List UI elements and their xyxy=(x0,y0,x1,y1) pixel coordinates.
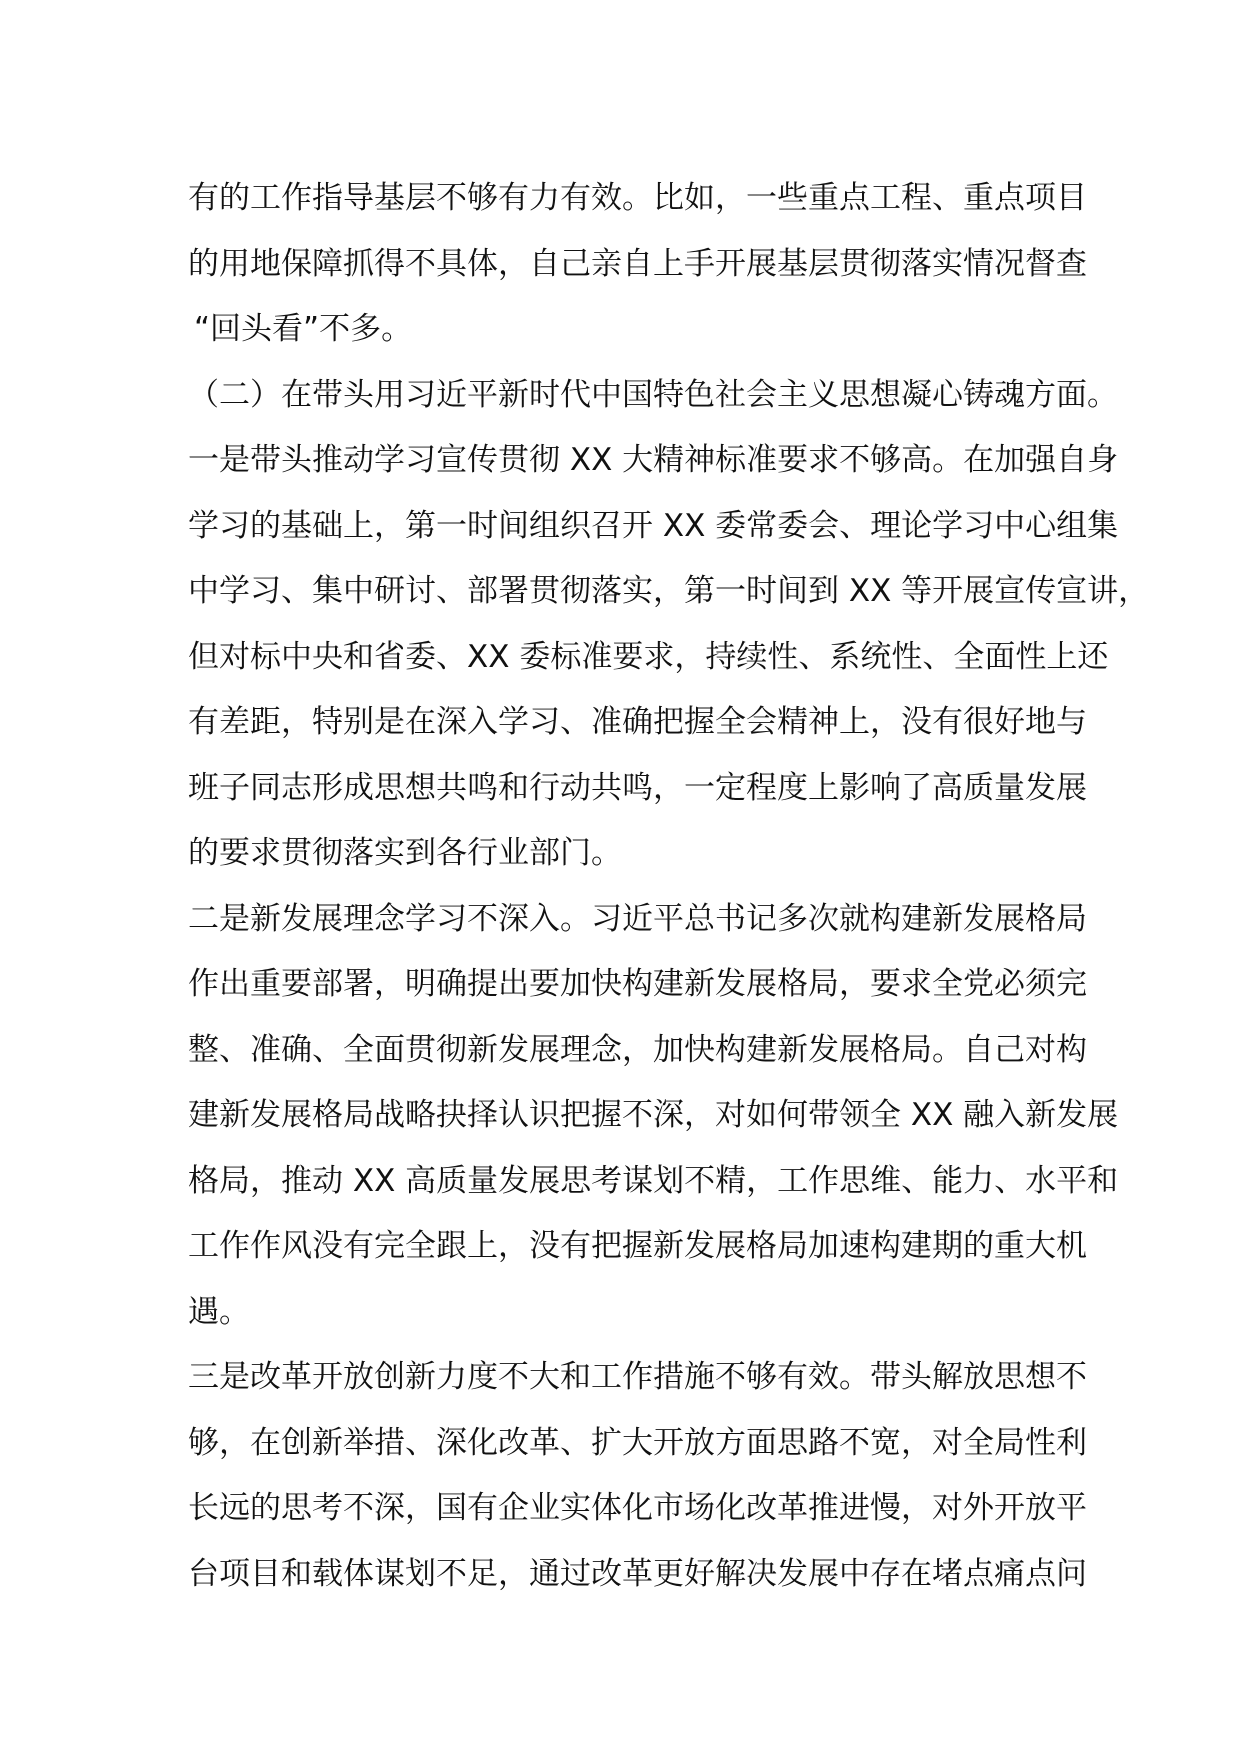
text-line-2: 的用地保障抓得不具体，自己亲自上手开展基层贯彻落实情况督查 xyxy=(188,245,1087,282)
text-line-21: 长远的思考不深，国有企业实体化市场化改革推进慢，对外开放平 xyxy=(188,1490,1087,1526)
text-line-19: 三是改革开放创新力度不大和工作措施不够有效。带头解放思想不 xyxy=(188,1359,1087,1395)
text-line-1: 有的工作指导基层不够有力有效。比如，一些重点工程、重点项目 xyxy=(188,180,1087,216)
document-body xyxy=(188,166,1150,1607)
text-line-14: 整、准确、全面贯彻新发展理念，加快构建新发展格局。自己对构 xyxy=(188,1031,1087,1068)
text-line-10: 班子同志形成思想共鸣和行动共鸣，一定程度上影响了高质量发展 xyxy=(188,769,1087,806)
text-line-8: 但对标中央和省委、XX 委标准要求，持续性、系统性、全面性上还 xyxy=(188,638,1109,675)
text-line-6: 学习的基础上，第一时间组织召开 XX 委常委会、理论学习中心组集 xyxy=(188,507,1119,544)
text-line-18: 遇。 xyxy=(188,1293,250,1330)
text-line-3: “回头看”不多。 xyxy=(194,311,413,347)
text-line-22: 台项目和载体谋划不足，通过改革更好解决发展中存在堵点痛点问 xyxy=(188,1555,1087,1592)
text-line-12: 二是新发展理念学习不深入。习近平总书记多次就构建新发展格局 xyxy=(188,900,1087,937)
text-line-16: 格局，推动 XX 高质量发展思考谋划不精，工作思维、能力、水平和 xyxy=(188,1162,1119,1199)
text-line-5: 一是带头推动学习宣传贯彻 XX 大精神标准要求不够高。在加强自身 xyxy=(188,442,1119,478)
text-line-15: 建新发展格局战略抉择认识把握不深，对如何带领全 XX 融入新发展 xyxy=(188,1097,1119,1133)
section-heading-2: （二）在带头用习近平新时代中国特色社会主义思想凝心铸魂方面。 xyxy=(188,376,1118,413)
text-line-13: 作出重要部署，明确提出要加快构建新发展格局，要求全党必须完 xyxy=(188,966,1087,1002)
text-line-9: 有差距，特别是在深入学习、准确把握全会精神上，没有很好地与 xyxy=(188,704,1087,740)
text-line-17: 工作作风没有完全跟上，没有把握新发展格局加速构建期的重大机 xyxy=(188,1228,1087,1264)
text-line-11: 的要求贯彻落实到各行业部门。 xyxy=(188,835,622,871)
text-line-7: 中学习、集中研讨、部署贯彻落实，第一时间到 XX 等开展宣传宣讲， xyxy=(188,573,1150,609)
text-line-20: 够，在创新举措、深化改革、扩大开放方面思路不宽，对全局性利 xyxy=(188,1424,1087,1461)
